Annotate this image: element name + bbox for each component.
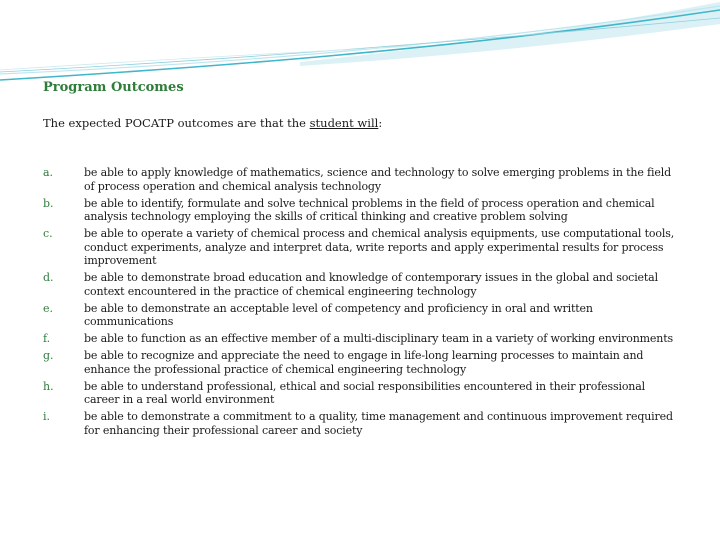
outcome-item <box>43 380 683 407</box>
outcome-item <box>43 302 683 329</box>
page-title: Program Outcomes <box>43 80 184 95</box>
outcome-text: be able to demonstrate broad education and knowledge of contemporary issues in the global and societal context encountered in the practice of chemical engineering technology <box>84 271 658 298</box>
intro-text <box>43 116 382 130</box>
outcome-item <box>43 349 683 376</box>
outcome-letter: f. <box>43 332 51 345</box>
outcome-letter: b. <box>43 196 54 210</box>
outcome-text: be able to identify, formulate and solve technical problems in the field of process operation and chemical analysis technology employing the skills of critical thinking and creative problem solving <box>84 196 655 223</box>
outcome-item <box>43 227 683 268</box>
outcome-letter: c. <box>43 227 53 240</box>
intro-suffix: : <box>378 116 383 130</box>
outcome-text: be able to operate a variety of chemical process and chemical analysis equipments, use computational tools, conduct experiments, analyze and interpret data, write reports and apply experimental results for process improvement <box>84 227 675 267</box>
outcomes-list <box>43 166 683 441</box>
outcome-text: be able to function as an effective member of a multi-disciplinary team in a variety of working environments <box>84 332 673 345</box>
intro-prefix: The expected POCATP outcomes are that the <box>43 116 310 130</box>
outcome-text: be able to demonstrate an acceptable level of competency and proficiency in oral and written communications <box>84 301 593 328</box>
outcome-item <box>43 410 683 437</box>
outcome-item <box>43 197 683 224</box>
outcome-letter: d. <box>43 271 54 284</box>
outcome-letter: a. <box>43 166 54 179</box>
outcome-item <box>43 271 683 298</box>
outcome-letter: e. <box>43 301 54 315</box>
intro-underlined: student will <box>309 116 379 130</box>
outcome-text: be able to demonstrate a commitment to a quality, time management and continuous improvement required for enhancing their professional career and society <box>84 410 673 437</box>
outcome-letter: i. <box>43 410 51 423</box>
outcome-item <box>43 332 683 346</box>
outcome-text: be able to understand professional, ethical and social responsibilities encountered in their professional career in a real world environment <box>84 379 646 406</box>
outcome-text: be able to recognize and appreciate the need to engage in life-long learning processes to maintain and enhance the professional practice of chemical engineering technology <box>84 349 644 376</box>
outcome-letter: h. <box>43 379 54 393</box>
outcome-item <box>43 166 683 193</box>
outcome-text: be able to apply knowledge of mathematics, science and technology to solve emerging problems in the field of process operation and chemical analysis technology <box>84 166 671 193</box>
header-wave-decoration <box>0 0 720 90</box>
outcome-letter: g. <box>43 349 54 362</box>
